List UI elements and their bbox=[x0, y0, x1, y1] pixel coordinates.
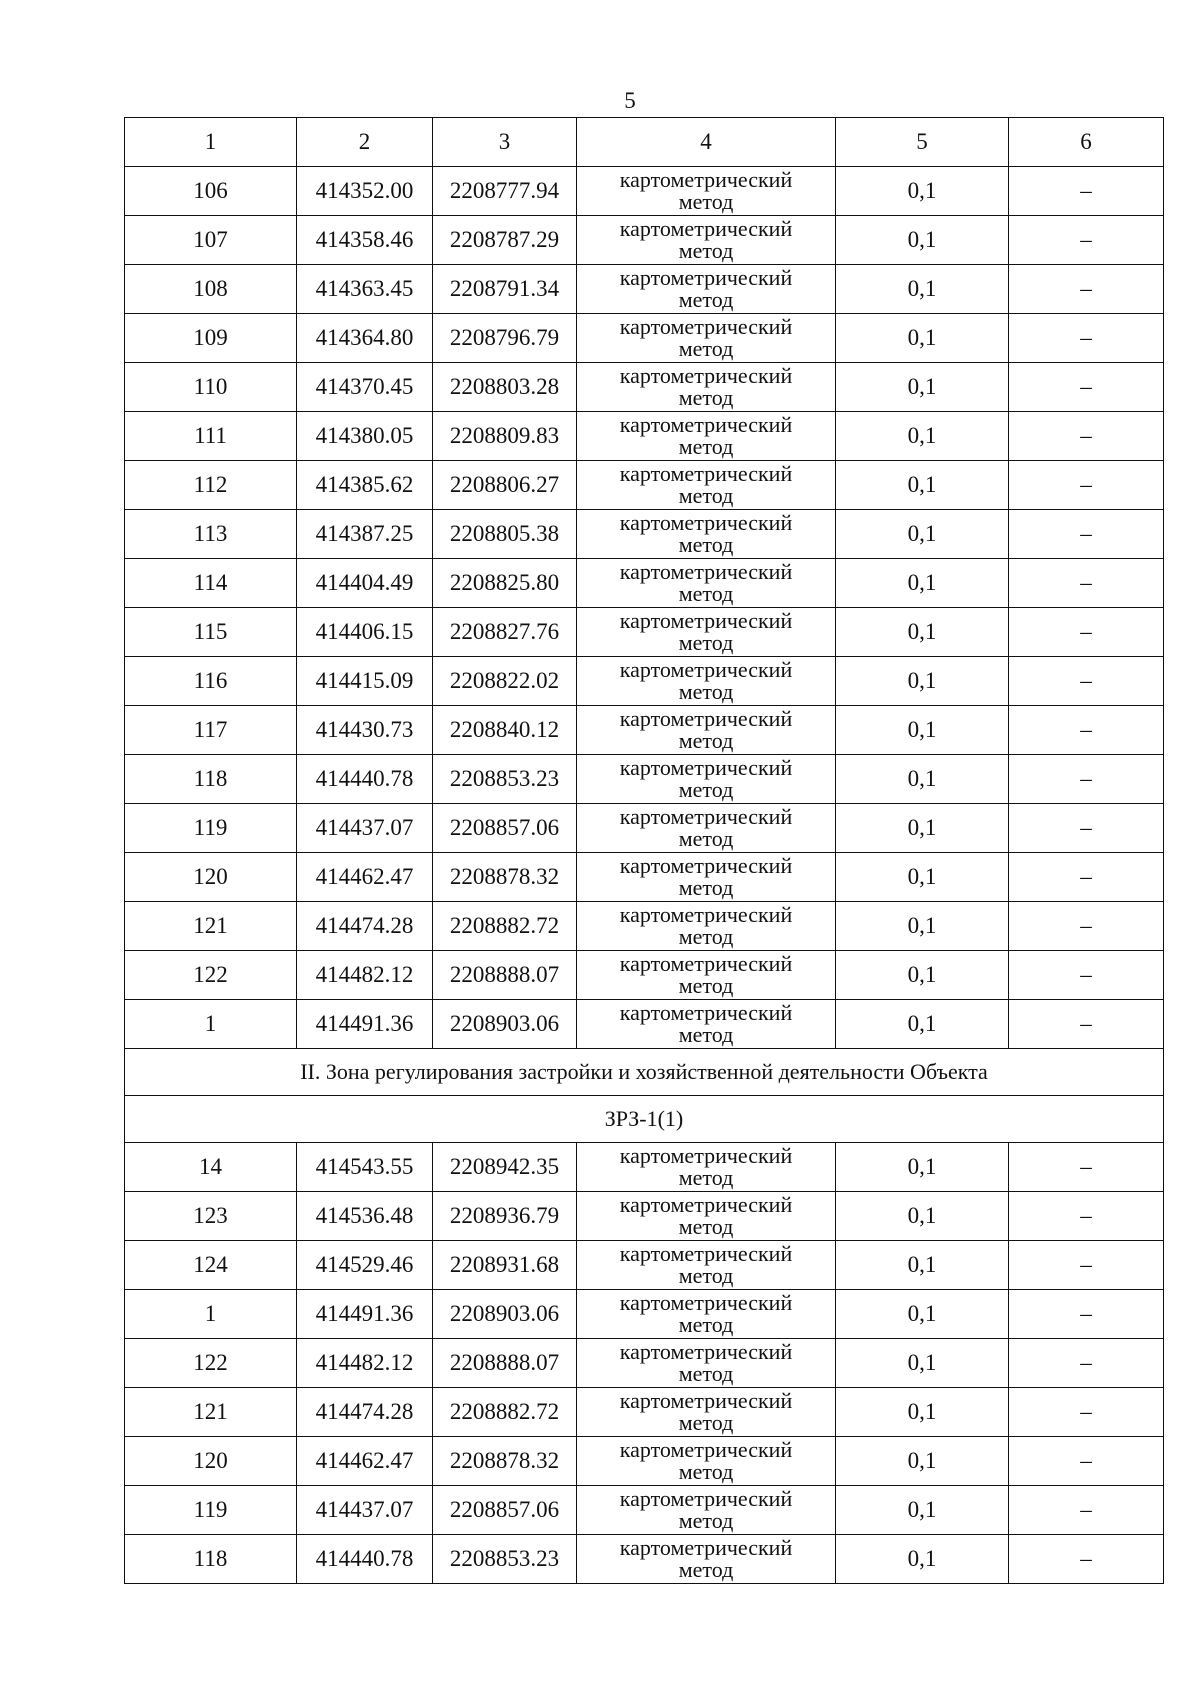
point-number: 121 bbox=[125, 1388, 297, 1437]
coordinate-x: 414430.73 bbox=[297, 706, 433, 755]
accuracy-value: 0,1 bbox=[836, 1388, 1009, 1437]
method-line-2: метод bbox=[678, 973, 734, 998]
method-line-2: метод bbox=[678, 728, 734, 753]
method-line-2: метод bbox=[678, 1557, 734, 1582]
description-cell: – bbox=[1009, 951, 1164, 1000]
coordinate-x: 414387.25 bbox=[297, 510, 433, 559]
coordinate-x: 414440.78 bbox=[297, 755, 433, 804]
point-number: 122 bbox=[125, 1339, 297, 1388]
coordinate-y: 2208882.72 bbox=[433, 902, 577, 951]
coordinate-y: 2208931.68 bbox=[433, 1241, 577, 1290]
method-line-1: картометрический bbox=[619, 804, 793, 829]
accuracy-value: 0,1 bbox=[836, 1000, 1009, 1049]
accuracy-value: 0,1 bbox=[836, 510, 1009, 559]
description-cell: – bbox=[1009, 1143, 1164, 1192]
zone-label: ЗРЗ-1(1) bbox=[125, 1096, 1164, 1143]
method-line-2: метод bbox=[678, 336, 734, 361]
description-cell: – bbox=[1009, 559, 1164, 608]
point-number: 111 bbox=[125, 412, 297, 461]
accuracy-value: 0,1 bbox=[836, 559, 1009, 608]
coordinate-y: 2208853.23 bbox=[433, 755, 577, 804]
table-row bbox=[125, 1437, 1164, 1486]
accuracy-value: 0,1 bbox=[836, 314, 1009, 363]
table-row bbox=[125, 1143, 1164, 1192]
method-line-2: метод bbox=[678, 1214, 734, 1239]
coordinate-x: 414482.12 bbox=[297, 951, 433, 1000]
coordinate-x: 414491.36 bbox=[297, 1290, 433, 1339]
description-cell: – bbox=[1009, 167, 1164, 216]
accuracy-value: 0,1 bbox=[836, 461, 1009, 510]
point-number: 122 bbox=[125, 951, 297, 1000]
section-title: II. Зона регулирования застройки и хозяйственной деятельности Объекта bbox=[125, 1049, 1164, 1096]
accuracy-value: 0,1 bbox=[836, 657, 1009, 706]
method-line-1: картометрический bbox=[619, 1339, 793, 1364]
accuracy-value: 0,1 bbox=[836, 412, 1009, 461]
coordinates-table-body bbox=[125, 118, 1164, 1584]
method-line-2: метод bbox=[678, 924, 734, 949]
table-row bbox=[125, 608, 1164, 657]
table-row bbox=[125, 1241, 1164, 1290]
coordinate-x: 414415.09 bbox=[297, 657, 433, 706]
determination-method bbox=[577, 461, 836, 510]
coordinate-y: 2208942.35 bbox=[433, 1143, 577, 1192]
description-cell: – bbox=[1009, 1535, 1164, 1584]
column-header: 1 bbox=[125, 118, 297, 167]
method-line-1: картометрический bbox=[619, 853, 793, 878]
method-line-2: метод bbox=[678, 679, 734, 704]
method-line-2: метод bbox=[678, 630, 734, 655]
method-line-1: картометрический bbox=[619, 559, 793, 584]
accuracy-value: 0,1 bbox=[836, 1241, 1009, 1290]
point-number: 106 bbox=[125, 167, 297, 216]
accuracy-value: 0,1 bbox=[836, 853, 1009, 902]
coordinate-y: 2208903.06 bbox=[433, 1000, 577, 1049]
method-line-2: метод bbox=[678, 1459, 734, 1484]
method-line-1: картометрический bbox=[619, 1241, 793, 1266]
coordinate-y: 2208803.28 bbox=[433, 363, 577, 412]
point-number: 113 bbox=[125, 510, 297, 559]
determination-method bbox=[577, 1535, 836, 1584]
method-line-1: картометрический bbox=[619, 755, 793, 780]
table-row bbox=[125, 902, 1164, 951]
coordinate-x: 414385.62 bbox=[297, 461, 433, 510]
determination-method bbox=[577, 1486, 836, 1535]
accuracy-value: 0,1 bbox=[836, 1339, 1009, 1388]
description-cell: – bbox=[1009, 1000, 1164, 1049]
point-number: 118 bbox=[125, 1535, 297, 1584]
method-line-1: картометрический bbox=[619, 706, 793, 731]
method-line-1: картометрический bbox=[619, 265, 793, 290]
determination-method bbox=[577, 706, 836, 755]
coordinate-x: 414370.45 bbox=[297, 363, 433, 412]
table-row bbox=[125, 363, 1164, 412]
table-row bbox=[125, 1535, 1164, 1584]
description-cell: – bbox=[1009, 853, 1164, 902]
coordinate-x: 414474.28 bbox=[297, 902, 433, 951]
table-row bbox=[125, 167, 1164, 216]
table-row bbox=[125, 1290, 1164, 1339]
determination-method bbox=[577, 314, 836, 363]
method-line-1: картометрический bbox=[619, 1486, 793, 1511]
method-line-1: картометрический bbox=[619, 510, 793, 535]
table-row bbox=[125, 951, 1164, 1000]
description-cell: – bbox=[1009, 216, 1164, 265]
accuracy-value: 0,1 bbox=[836, 1486, 1009, 1535]
coordinate-y: 2208903.06 bbox=[433, 1290, 577, 1339]
accuracy-value: 0,1 bbox=[836, 216, 1009, 265]
point-number: 117 bbox=[125, 706, 297, 755]
point-number: 116 bbox=[125, 657, 297, 706]
point-number: 124 bbox=[125, 1241, 297, 1290]
section-title-row bbox=[125, 1049, 1164, 1096]
coordinate-x: 414352.00 bbox=[297, 167, 433, 216]
coordinate-x: 414482.12 bbox=[297, 1339, 433, 1388]
method-line-2: метод bbox=[678, 287, 734, 312]
table-row bbox=[125, 412, 1164, 461]
method-line-2: метод bbox=[678, 238, 734, 263]
coordinate-x: 414406.15 bbox=[297, 608, 433, 657]
zone-label-row bbox=[125, 1096, 1164, 1143]
coordinate-y: 2208878.32 bbox=[433, 853, 577, 902]
method-line-1: картометрический bbox=[619, 1192, 793, 1217]
accuracy-value: 0,1 bbox=[836, 608, 1009, 657]
coordinate-y: 2208825.80 bbox=[433, 559, 577, 608]
table-row bbox=[125, 265, 1164, 314]
point-number: 107 bbox=[125, 216, 297, 265]
method-line-1: картометрический bbox=[619, 1437, 793, 1462]
column-header: 5 bbox=[836, 118, 1009, 167]
coordinate-y: 2208888.07 bbox=[433, 951, 577, 1000]
description-cell: – bbox=[1009, 1339, 1164, 1388]
point-number: 114 bbox=[125, 559, 297, 608]
determination-method bbox=[577, 167, 836, 216]
coordinate-x: 414437.07 bbox=[297, 1486, 433, 1535]
method-line-1: картометрический bbox=[619, 608, 793, 633]
table-row bbox=[125, 461, 1164, 510]
method-line-1: картометрический bbox=[619, 1290, 793, 1315]
accuracy-value: 0,1 bbox=[836, 1143, 1009, 1192]
point-number: 14 bbox=[125, 1143, 297, 1192]
table-row bbox=[125, 559, 1164, 608]
description-cell: – bbox=[1009, 461, 1164, 510]
table-row bbox=[125, 216, 1164, 265]
table-row bbox=[125, 804, 1164, 853]
method-line-2: метод bbox=[678, 189, 734, 214]
description-cell: – bbox=[1009, 265, 1164, 314]
coordinate-x: 414536.48 bbox=[297, 1192, 433, 1241]
table-row bbox=[125, 1000, 1164, 1049]
accuracy-value: 0,1 bbox=[836, 804, 1009, 853]
point-number: 119 bbox=[125, 1486, 297, 1535]
point-number: 1 bbox=[125, 1000, 297, 1049]
description-cell: – bbox=[1009, 1241, 1164, 1290]
description-cell: – bbox=[1009, 363, 1164, 412]
point-number: 118 bbox=[125, 755, 297, 804]
method-line-1: картометрический bbox=[619, 1535, 793, 1560]
description-cell: – bbox=[1009, 1388, 1164, 1437]
method-line-1: картометрический bbox=[619, 657, 793, 682]
method-line-2: метод bbox=[678, 581, 734, 606]
method-line-1: картометрический bbox=[619, 1000, 793, 1025]
method-line-2: метод bbox=[678, 385, 734, 410]
accuracy-value: 0,1 bbox=[836, 167, 1009, 216]
description-cell: – bbox=[1009, 412, 1164, 461]
point-number: 109 bbox=[125, 314, 297, 363]
method-line-2: метод bbox=[678, 434, 734, 459]
determination-method bbox=[577, 1388, 836, 1437]
determination-method bbox=[577, 216, 836, 265]
accuracy-value: 0,1 bbox=[836, 1192, 1009, 1241]
column-header: 2 bbox=[297, 118, 433, 167]
coordinate-y: 2208777.94 bbox=[433, 167, 577, 216]
method-line-2: метод bbox=[678, 826, 734, 851]
column-header: 4 bbox=[577, 118, 836, 167]
point-number: 123 bbox=[125, 1192, 297, 1241]
coordinate-y: 2208791.34 bbox=[433, 265, 577, 314]
determination-method bbox=[577, 608, 836, 657]
point-number: 110 bbox=[125, 363, 297, 412]
description-cell: – bbox=[1009, 1290, 1164, 1339]
coordinate-x: 414437.07 bbox=[297, 804, 433, 853]
coordinate-x: 414462.47 bbox=[297, 1437, 433, 1486]
method-line-1: картометрический bbox=[619, 216, 793, 241]
accuracy-value: 0,1 bbox=[836, 1290, 1009, 1339]
column-number-row bbox=[125, 118, 1164, 167]
coordinate-y: 2208878.32 bbox=[433, 1437, 577, 1486]
determination-method bbox=[577, 1241, 836, 1290]
method-line-2: метод bbox=[678, 1508, 734, 1533]
coordinate-y: 2208796.79 bbox=[433, 314, 577, 363]
method-line-2: метод bbox=[678, 1361, 734, 1386]
determination-method bbox=[577, 657, 836, 706]
point-number: 115 bbox=[125, 608, 297, 657]
coordinate-y: 2208806.27 bbox=[433, 461, 577, 510]
method-line-1: картометрический bbox=[619, 167, 793, 192]
point-number: 120 bbox=[125, 853, 297, 902]
point-number: 112 bbox=[125, 461, 297, 510]
column-header: 6 bbox=[1009, 118, 1164, 167]
determination-method bbox=[577, 1143, 836, 1192]
method-line-1: картометрический bbox=[619, 1143, 793, 1168]
table-row bbox=[125, 510, 1164, 559]
point-number: 1 bbox=[125, 1290, 297, 1339]
coordinate-y: 2208857.06 bbox=[433, 1486, 577, 1535]
accuracy-value: 0,1 bbox=[836, 902, 1009, 951]
point-number: 121 bbox=[125, 902, 297, 951]
determination-method bbox=[577, 1290, 836, 1339]
accuracy-value: 0,1 bbox=[836, 951, 1009, 1000]
coordinate-y: 2208822.02 bbox=[433, 657, 577, 706]
description-cell: – bbox=[1009, 902, 1164, 951]
determination-method bbox=[577, 951, 836, 1000]
description-cell: – bbox=[1009, 1486, 1164, 1535]
method-line-2: метод bbox=[678, 777, 734, 802]
coordinate-x: 414543.55 bbox=[297, 1143, 433, 1192]
method-line-2: метод bbox=[678, 1410, 734, 1435]
table-row bbox=[125, 1388, 1164, 1437]
accuracy-value: 0,1 bbox=[836, 706, 1009, 755]
coordinate-x: 414491.36 bbox=[297, 1000, 433, 1049]
coordinate-y: 2208853.23 bbox=[433, 1535, 577, 1584]
description-cell: – bbox=[1009, 510, 1164, 559]
determination-method bbox=[577, 902, 836, 951]
description-cell: – bbox=[1009, 608, 1164, 657]
coordinate-x: 414364.80 bbox=[297, 314, 433, 363]
accuracy-value: 0,1 bbox=[836, 1437, 1009, 1486]
method-line-2: метод bbox=[678, 1263, 734, 1288]
description-cell: – bbox=[1009, 1192, 1164, 1241]
point-number: 119 bbox=[125, 804, 297, 853]
table-row bbox=[125, 853, 1164, 902]
determination-method bbox=[577, 510, 836, 559]
determination-method bbox=[577, 853, 836, 902]
description-cell: – bbox=[1009, 657, 1164, 706]
determination-method bbox=[577, 1000, 836, 1049]
coordinate-x: 414462.47 bbox=[297, 853, 433, 902]
accuracy-value: 0,1 bbox=[836, 363, 1009, 412]
determination-method bbox=[577, 559, 836, 608]
determination-method bbox=[577, 265, 836, 314]
method-line-1: картометрический bbox=[619, 951, 793, 976]
method-line-2: метод bbox=[678, 875, 734, 900]
accuracy-value: 0,1 bbox=[836, 265, 1009, 314]
table-row bbox=[125, 1339, 1164, 1388]
description-cell: – bbox=[1009, 314, 1164, 363]
description-cell: – bbox=[1009, 804, 1164, 853]
method-line-1: картометрический bbox=[619, 461, 793, 486]
coordinates-table bbox=[124, 117, 1164, 1584]
determination-method bbox=[577, 1192, 836, 1241]
column-header: 3 bbox=[433, 118, 577, 167]
table-row bbox=[125, 1192, 1164, 1241]
coordinate-y: 2208840.12 bbox=[433, 706, 577, 755]
determination-method bbox=[577, 804, 836, 853]
method-line-2: метод bbox=[678, 1312, 734, 1337]
method-line-1: картометрический bbox=[619, 412, 793, 437]
point-number: 120 bbox=[125, 1437, 297, 1486]
coordinate-x: 414529.46 bbox=[297, 1241, 433, 1290]
accuracy-value: 0,1 bbox=[836, 755, 1009, 804]
method-line-2: метод bbox=[678, 532, 734, 557]
coordinate-x: 414363.45 bbox=[297, 265, 433, 314]
method-line-2: метод bbox=[678, 483, 734, 508]
method-line-1: картометрический bbox=[619, 1388, 793, 1413]
coordinate-x: 414474.28 bbox=[297, 1388, 433, 1437]
method-line-2: метод bbox=[678, 1022, 734, 1047]
coordinate-y: 2208882.72 bbox=[433, 1388, 577, 1437]
determination-method bbox=[577, 755, 836, 804]
coordinate-y: 2208936.79 bbox=[433, 1192, 577, 1241]
description-cell: – bbox=[1009, 1437, 1164, 1486]
point-number: 108 bbox=[125, 265, 297, 314]
method-line-2: метод bbox=[678, 1165, 734, 1190]
determination-method bbox=[577, 1437, 836, 1486]
table-row bbox=[125, 1486, 1164, 1535]
determination-method bbox=[577, 1339, 836, 1388]
determination-method bbox=[577, 363, 836, 412]
coordinate-y: 2208809.83 bbox=[433, 412, 577, 461]
coordinate-x: 414358.46 bbox=[297, 216, 433, 265]
table-row bbox=[125, 706, 1164, 755]
coordinate-x: 414440.78 bbox=[297, 1535, 433, 1584]
coordinate-x: 414404.49 bbox=[297, 559, 433, 608]
coordinate-y: 2208857.06 bbox=[433, 804, 577, 853]
table-row bbox=[125, 314, 1164, 363]
description-cell: – bbox=[1009, 755, 1164, 804]
coordinate-y: 2208888.07 bbox=[433, 1339, 577, 1388]
accuracy-value: 0,1 bbox=[836, 1535, 1009, 1584]
description-cell: – bbox=[1009, 706, 1164, 755]
coordinate-y: 2208827.76 bbox=[433, 608, 577, 657]
table-row bbox=[125, 657, 1164, 706]
method-line-1: картометрический bbox=[619, 902, 793, 927]
coordinate-x: 414380.05 bbox=[297, 412, 433, 461]
page-number: 5 bbox=[624, 88, 636, 113]
method-line-1: картометрический bbox=[619, 363, 793, 388]
determination-method bbox=[577, 412, 836, 461]
coordinate-y: 2208805.38 bbox=[433, 510, 577, 559]
coordinate-y: 2208787.29 bbox=[433, 216, 577, 265]
table-row bbox=[125, 755, 1164, 804]
method-line-1: картометрический bbox=[619, 314, 793, 339]
